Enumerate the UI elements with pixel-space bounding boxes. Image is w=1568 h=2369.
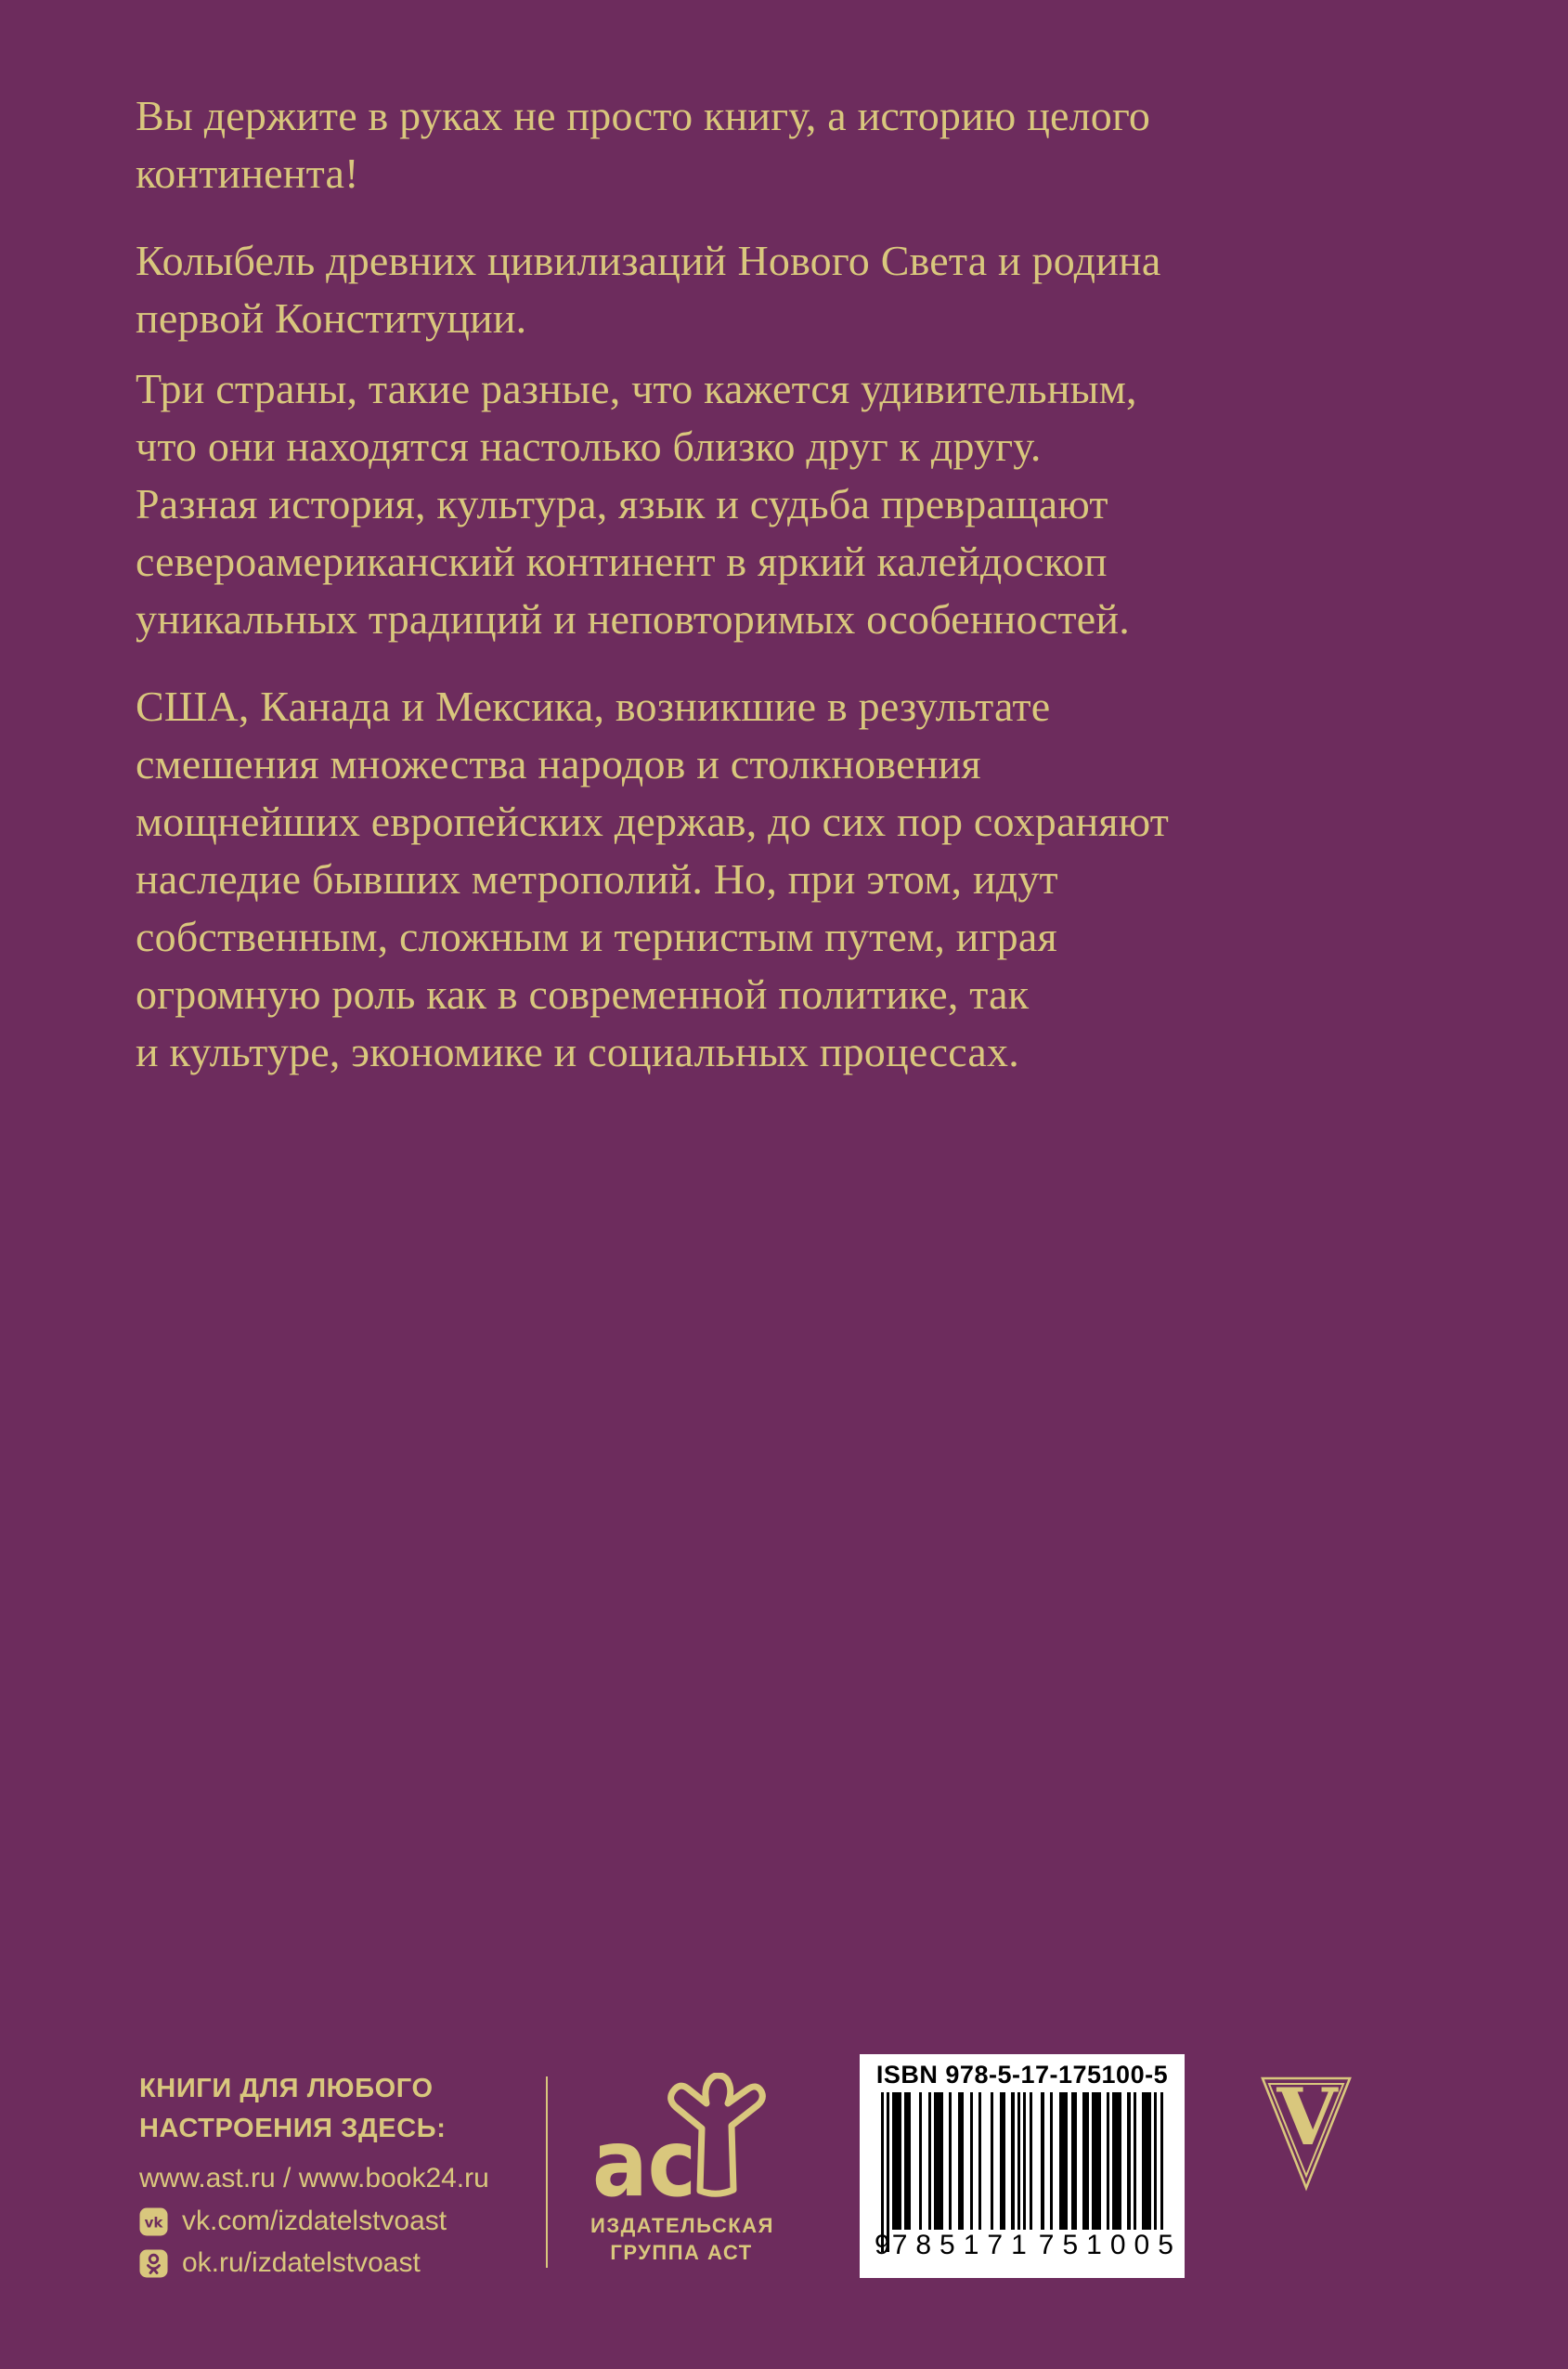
annotation-line: огромную роль как в современной политике, так [136, 970, 1030, 1018]
barcode-digits-right: 751005 [1038, 2230, 1182, 2260]
annotation-line: наследие бывших метрополий. Но, при этом, идут [136, 855, 1058, 903]
ast-logo-block [590, 2073, 772, 2265]
books-heading-line1: КНИГИ ДЛЯ ЛЮБОГО [139, 2074, 434, 2103]
annotation-line: США, Канада и Мексика, возникшие в результате [136, 683, 1051, 730]
v-triangle-icon [1260, 2073, 1353, 2192]
annotation-line: Разная история, культура, язык и судьба превращают [136, 480, 1108, 527]
annotation-line: североамериканский континент в яркий калейдоскоп [136, 538, 1108, 585]
annotation-line: уникальных традиций и неповторимых особенностей. [136, 595, 1130, 643]
barcode-digits-left: 785171 [891, 2230, 1035, 2260]
imprint-letter: V [1276, 2073, 1338, 2163]
ok-icon [139, 2249, 168, 2278]
books-heading [139, 2069, 529, 2149]
annotation-line: и культуре, экономике и социальных процессах. [136, 1028, 1019, 1075]
vk-icon [139, 2207, 168, 2236]
annotation-line: смешения множества народов и столкновения [136, 740, 981, 787]
barcode-box [860, 2054, 1185, 2278]
svg-text:vk: vk [144, 2214, 163, 2231]
publisher-caption-line1: ИЗДАТЕЛЬСКАЯ [590, 2214, 774, 2237]
annotation-line: мощнейших европейских держав, до сих пор сохраняют [136, 798, 1170, 845]
annotation-line: первой Конституции. [136, 294, 527, 342]
annotation-line: собственным, сложным и тернистым путем, играя [136, 913, 1057, 960]
annotation-line: что они находятся настолько близко друг к другу. [136, 423, 1042, 470]
paragraph-gap [136, 648, 1169, 678]
ok-url: ok.ru/izdatelstvoast [182, 2247, 421, 2278]
publisher-websites: www.ast.ru / www.book24.ru [139, 2163, 489, 2193]
barcode-bar [1160, 2092, 1163, 2252]
barcode-bars [881, 2092, 1164, 2252]
barcode-digit-prefix: 9 [875, 2230, 890, 2260]
books-promo-block [139, 2069, 529, 2279]
barcode-digits [875, 2230, 1182, 2261]
footer-divider [546, 2076, 548, 2268]
isbn-label: ISBN 978-5-17-175100-5 [875, 2061, 1169, 2089]
annotation-line: Три страны, такие разные, что кажется удивительным, [136, 365, 1137, 412]
annotation-line: Колыбель древних цивилизаций Нового Света и родина [136, 237, 1161, 284]
annotation-line: Вы держите в руках не просто книгу, а историю целого [136, 92, 1151, 139]
ast-letters: ас [592, 2109, 696, 2201]
ast-figure-icon [590, 2073, 772, 2201]
paragraph-gap [136, 347, 1169, 360]
vk-url: vk.com/izdatelstvoast [182, 2206, 447, 2236]
books-heading-line2: НАСТРОЕНИЯ ЗДЕСЬ: [139, 2114, 447, 2143]
paragraph-gap [136, 202, 1169, 232]
ok-row [139, 2247, 529, 2279]
annotation-text [136, 87, 1169, 1081]
footer-band [0, 2043, 1568, 2322]
annotation-line: континента! [136, 150, 359, 197]
vk-row [139, 2206, 529, 2237]
publisher-caption-line2: ГРУППА АСТ [610, 2241, 753, 2264]
